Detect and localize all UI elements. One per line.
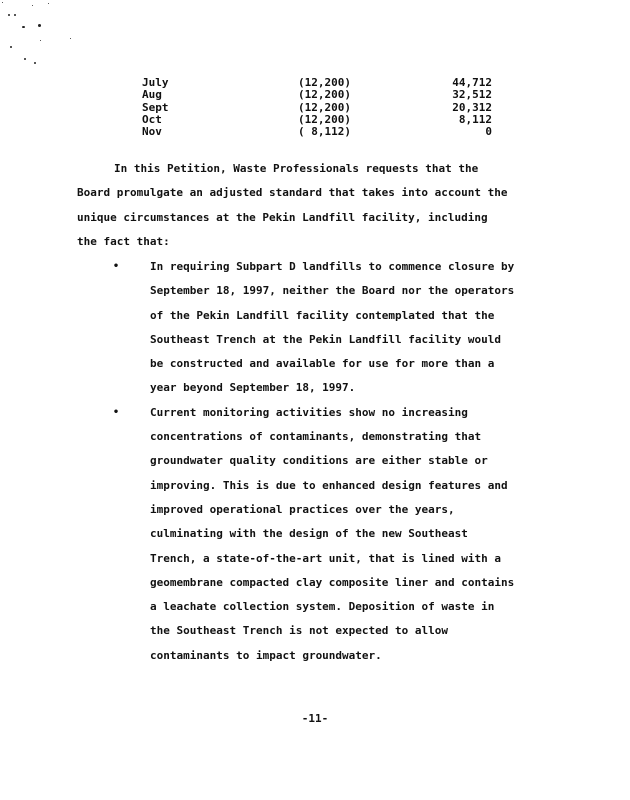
paragraph-line: Board promulgate an adjusted standard that takes into account the xyxy=(77,186,508,200)
month-cell: Nov xyxy=(142,125,162,139)
bullet-line: groundwater quality conditions are either stable or xyxy=(150,454,488,468)
page-number: -11- xyxy=(301,712,329,725)
deduction-cell: (12,200) xyxy=(298,76,351,89)
paragraph-line: unique circumstances at the Pekin Landfill facility, including xyxy=(77,210,488,224)
deduction-cell: ( 8,112) xyxy=(298,125,351,139)
bullet-line: improving. This is due to enhanced design features and xyxy=(150,478,508,492)
monthly-schedule-table xyxy=(142,77,502,138)
speckle xyxy=(24,58,26,60)
bullet-line: year beyond September 18, 1997. xyxy=(150,381,356,395)
speckle xyxy=(32,5,33,6)
balance-cell: 0 xyxy=(485,125,492,139)
table-row xyxy=(142,126,502,138)
month-cell: Aug xyxy=(142,88,162,102)
bullet-line: Current monitoring activities show no increasing xyxy=(150,405,468,419)
intro-paragraph xyxy=(77,157,557,254)
bullet-line: of the Pekin Landfill facility contemplated that the xyxy=(150,308,495,322)
bullet-line: Trench, a state-of-the-art unit, that is lined with a xyxy=(150,551,501,565)
balance-cell: 8,112 xyxy=(458,112,492,126)
speckle xyxy=(40,40,41,41)
bullet-icon: • xyxy=(113,261,120,272)
bullet-line: contaminants to impact groundwater. xyxy=(150,648,382,662)
bullet-line: September 18, 1997, neither the Board nor the operators xyxy=(150,284,515,298)
speckle xyxy=(8,14,10,16)
deduction-cell: (12,200) xyxy=(298,88,351,102)
bullet-item xyxy=(110,401,560,668)
bullet-list xyxy=(110,255,560,668)
speckle xyxy=(70,38,71,39)
deduction-cell: (12,200) xyxy=(298,100,351,114)
speckle xyxy=(48,3,49,4)
bullet-line: the Southeast Trench is not expected to allow xyxy=(150,624,449,638)
speckle xyxy=(10,46,12,48)
bullet-line: In requiring Subpart D landfills to commence closure by xyxy=(150,260,515,273)
bullet-line: be constructed and available for use for more than a xyxy=(150,357,495,371)
bullet-line: concentrations of contaminants, demonstrating that xyxy=(150,430,482,444)
paragraph-line: In this Petition, Waste Professionals requests that the xyxy=(114,162,479,175)
speckle xyxy=(22,26,25,28)
month-cell: Oct xyxy=(142,112,162,126)
balance-cell: 44,712 xyxy=(452,76,492,89)
bullet-line: culminating with the design of the new Southeast xyxy=(150,527,468,541)
speckle xyxy=(34,62,36,64)
bullet-item xyxy=(110,255,560,401)
balance-cell: 20,312 xyxy=(452,100,492,114)
balance-cell: 32,512 xyxy=(452,88,492,102)
month-cell: July xyxy=(142,76,169,89)
speckle xyxy=(38,24,41,27)
bullet-line: Southeast Trench at the Pekin Landfill facility would xyxy=(150,332,501,346)
bullet-line: a leachate collection system. Deposition of waste in xyxy=(150,600,495,614)
month-cell: Sept xyxy=(142,100,169,114)
deduction-cell: (12,200) xyxy=(298,112,351,126)
speckle xyxy=(2,2,3,3)
bullet-line: geomembrane compacted clay composite liner and contains xyxy=(150,575,515,589)
speckle xyxy=(14,14,16,16)
paragraph-line: the fact that: xyxy=(77,234,170,248)
bullet-line: improved operational practices over the years, xyxy=(150,502,455,516)
table-row xyxy=(142,89,502,101)
bullet-icon: • xyxy=(113,406,120,418)
